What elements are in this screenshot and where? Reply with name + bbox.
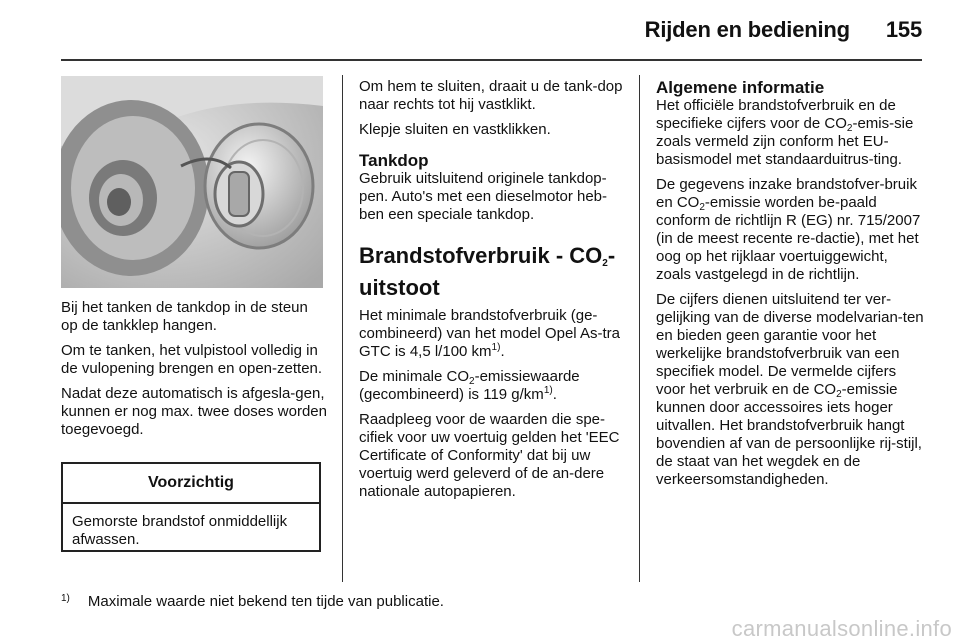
text: De minimale CO [359,368,470,385]
text: -emis-sie zoals vermeld zijn conform het EU-basismodel met standaarduitrus-ting. [656,115,914,168]
column-1 [61,299,327,446]
paragraph: Raadpleeg voor de waarden die spe-cifiek voor uw voertuig gelden het 'EEC Certificate of Conformity' dat bij uw voertuig werd geleverd of de an-dere nationale autopapieren. [359,411,620,500]
footnote-text: Maximale waarde niet bekend ten tijde van publicatie. [87,593,444,610]
footnote [61,590,444,611]
footnote-ref: 1) [543,385,553,396]
tankdop-heading: Tankdop [359,151,429,170]
header-title: Rijden en bediening [644,17,850,42]
paragraph: Om hem te sluiten, draait u de tank-dop naar rechts tot hij vastklikt. [359,78,623,113]
footnote-mark: 1) [61,593,70,604]
text: Het minimale brandstofverbruik (ge-combineerd) van het model Opel As-tra GTC is 4,5 l/100 km [359,307,620,360]
heading-text: Brandstofverbruik - CO [359,243,603,268]
paragraph [656,97,924,169]
paragraph: Bij het tanken de tankdop in de steun op de tankklep hangen. [61,299,308,334]
subscript: 2 [469,376,475,387]
paragraph: Nadat deze automatisch is afgesla-gen, kunnen er nog max. twee doses worden toegevoegd. [61,385,327,438]
watermark: carmanualsonline.info [731,616,952,641]
subscript: 2 [699,202,705,213]
column-divider-2 [639,75,640,582]
subscript: 2 [836,389,842,400]
paragraph: Gebruik uitsluitend originele tankdop-pen. Auto's met een dieselmotor heb-ben een speciale tankdop. [359,170,608,223]
subscript: 2 [602,258,608,269]
text: -emissie worden be-paald conform de richtlijn R (EG) nr. 715/2007 (in de meest recente re-dactie), met het oog op het rijklaar voertuiggewicht, zoals vastgelegd in de richtlijn. [656,194,921,283]
paragraph [656,291,924,489]
header-rule [61,59,922,61]
column-divider-1 [342,75,343,582]
text: De cijfers dienen uitsluitend ter ver-gelijking van de diverse modelvarian-ten en bieden geen garantie voor het werkelijke brandstofverbruik van een specifiek model. De vermelde cijfers voor het verbruik en de CO [656,291,924,398]
text: -emissiewaarde (gecombineerd) is 119 g/km [359,368,580,403]
paragraph: Om te tanken, het vulpistool volledig in de vulopening brengen en open-zetten. [61,342,323,377]
page-number: 155 [885,17,922,42]
warning-box [61,462,321,552]
text: De gegevens inzake brandstofver-bruik en CO [656,176,917,211]
column-2 [359,78,626,508]
page-header [645,17,922,43]
general-info-heading: Algemene informatie [656,78,825,97]
warning-title: Voorzichtig [63,464,319,504]
footnote-ref: 1) [491,342,501,353]
heading-text: -uitstoot [359,243,616,300]
text: -emissie kunnen door accessoires iets hoger uitvallen. Het brandstofverbruik hangt bovendien af van de persoonlijke rij-stijl, de staat van het wegdek en de verkeersomstandigheden. [656,381,922,488]
section-heading [359,240,626,304]
text: . [552,386,557,403]
paragraph [359,307,626,361]
paragraph [359,368,626,404]
paragraph [656,176,924,284]
warning-text: Gemorste brandstof onmiddellijk afwassen. [72,513,288,548]
text: . [500,343,505,360]
paragraph: Klepje sluiten en vastklikken. [359,121,551,138]
subscript: 2 [846,123,853,134]
text: Het officiële brandstofverbruik en de specifieke cijfers voor de CO [656,97,896,132]
fuel-cap-photo [61,76,323,288]
column-3 [656,78,924,496]
fuel-cap-icon [61,76,323,288]
